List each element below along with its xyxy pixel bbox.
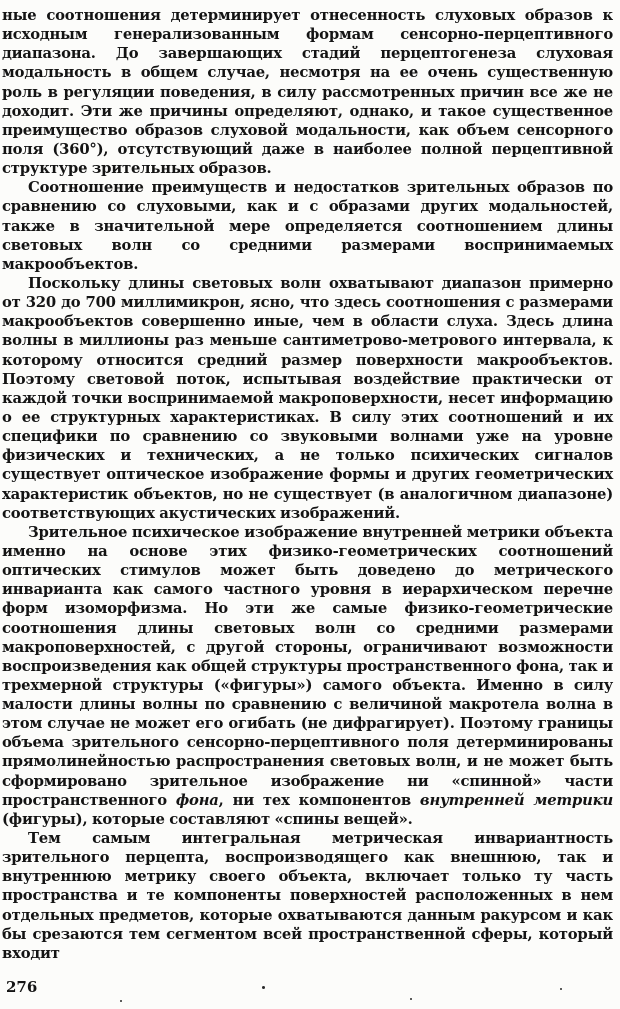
paragraph-4-text-part-3: (фигуры), которые составляют «спины вещей». [2, 810, 413, 828]
paragraph-4-text-part-2: , ни тех компонентов [218, 791, 420, 809]
paragraph-4-text-part-1: Зрительное психическое изображение внутренней метрики объекта именно на основе этих физико-геометрических соотношений оптических стимулов может быть доведено до метрического инварианта как самого частного уровня в иерархическом перечне форм изоморфизма. Но эти же самые физико-геометрические соотношения длины световых волн со средними размерами макроповерхностей, с другой стороны, ограничивают возможности воспроизведения как общей структуры пространственного фона, так и трехмерной структуры («фигуры») самого объекта. Именно в силу малости длины волны по сравнению с величиной макротела волна в этом случае не может его огибать (не дифрагирует). Поэтому границы объема зрительного сенсорно-перцептивного поля детерминированы прямолинейностью распространения световых волн, и не может быть сформировано зрительное изображение ни «спинной» части пространственного [2, 523, 613, 809]
paragraph-3-text: Поскольку длины световых волн охватывают диапазон примерно от 320 до 700 миллимикрон, ясно, что здесь соотношения с размерами макрообъектов совершенно иные, чем в области слуха. Здесь длина волны в миллионы раз меньше сантиметрово-метрового интервала, к которому относится средний размер поверхности макрообъектов. Поэтому световой поток, испытывая воздействие практически от каждой точки воспринимаемой макроповерхности, несет информацию о ее структурных характеристиках. В силу этих соотношений и их специфики по сравнению со звуковыми волнами уже на уровне физических и технических, а не только психических сигналов существует оптическое изображение формы и других геометрических характеристик объектов, но не существует (в аналогичном диапазоне) соответствующих акустических изображений. [2, 274, 613, 522]
page-body-text [2, 6, 613, 963]
page-number: 276 [6, 978, 38, 996]
paragraph-2 [2, 178, 613, 274]
paragraph-4 [2, 523, 613, 829]
paragraph-4-italic-metric: внутренней метрики [419, 791, 613, 809]
paragraph-2-text: Соотношение преимуществ и недостатков зрительных образов по сравнению со слуховыми, как и с образами других модальностей, также в значительной мере определяется соотношением длины световых волн со средними размерами воспринимаемых макрообъектов. [2, 179, 613, 273]
paragraph-1-text: ные соотношения детерминирует отнесенность слуховых образов к исходным генерализованным формам сенсорно-перцептивного диапазона. До завершающих стадий перцептогенеза слуховая модальность в общем случае, несмотря на ее очень существенную роль в регуляции поведения, в силу рассмотренных причин все же не доходит. Эти же причины определяют, однако, и такое существенное преимущество образов слуховой модальности, как объем сенсорного поля (360°), отсутствующий даже в наиболее полной перцептивной структуре зрительных образов. [2, 7, 613, 178]
print-speckle [120, 1000, 122, 1002]
print-speckle [560, 988, 562, 990]
print-speckle [410, 998, 412, 1000]
paragraph-4-italic-fona: фона [175, 791, 219, 809]
paragraph-3 [2, 274, 613, 523]
print-speckle [262, 986, 265, 989]
paragraph-5-text: Тем самым интегральная метрическая инвариантность зрительного перцепта, воспроизводящего как внешнюю, так и внутреннюю метрику своего объекта, включает только ту часть пространства и те компоненты поверхностей расположенных в нем отдельных предметов, которые охватываются данным ракурсом и как бы срезаются тем сегментом всей пространственной сферы, который входит [2, 830, 613, 962]
paragraph-5 [2, 829, 613, 963]
paragraph-1 [2, 6, 613, 178]
